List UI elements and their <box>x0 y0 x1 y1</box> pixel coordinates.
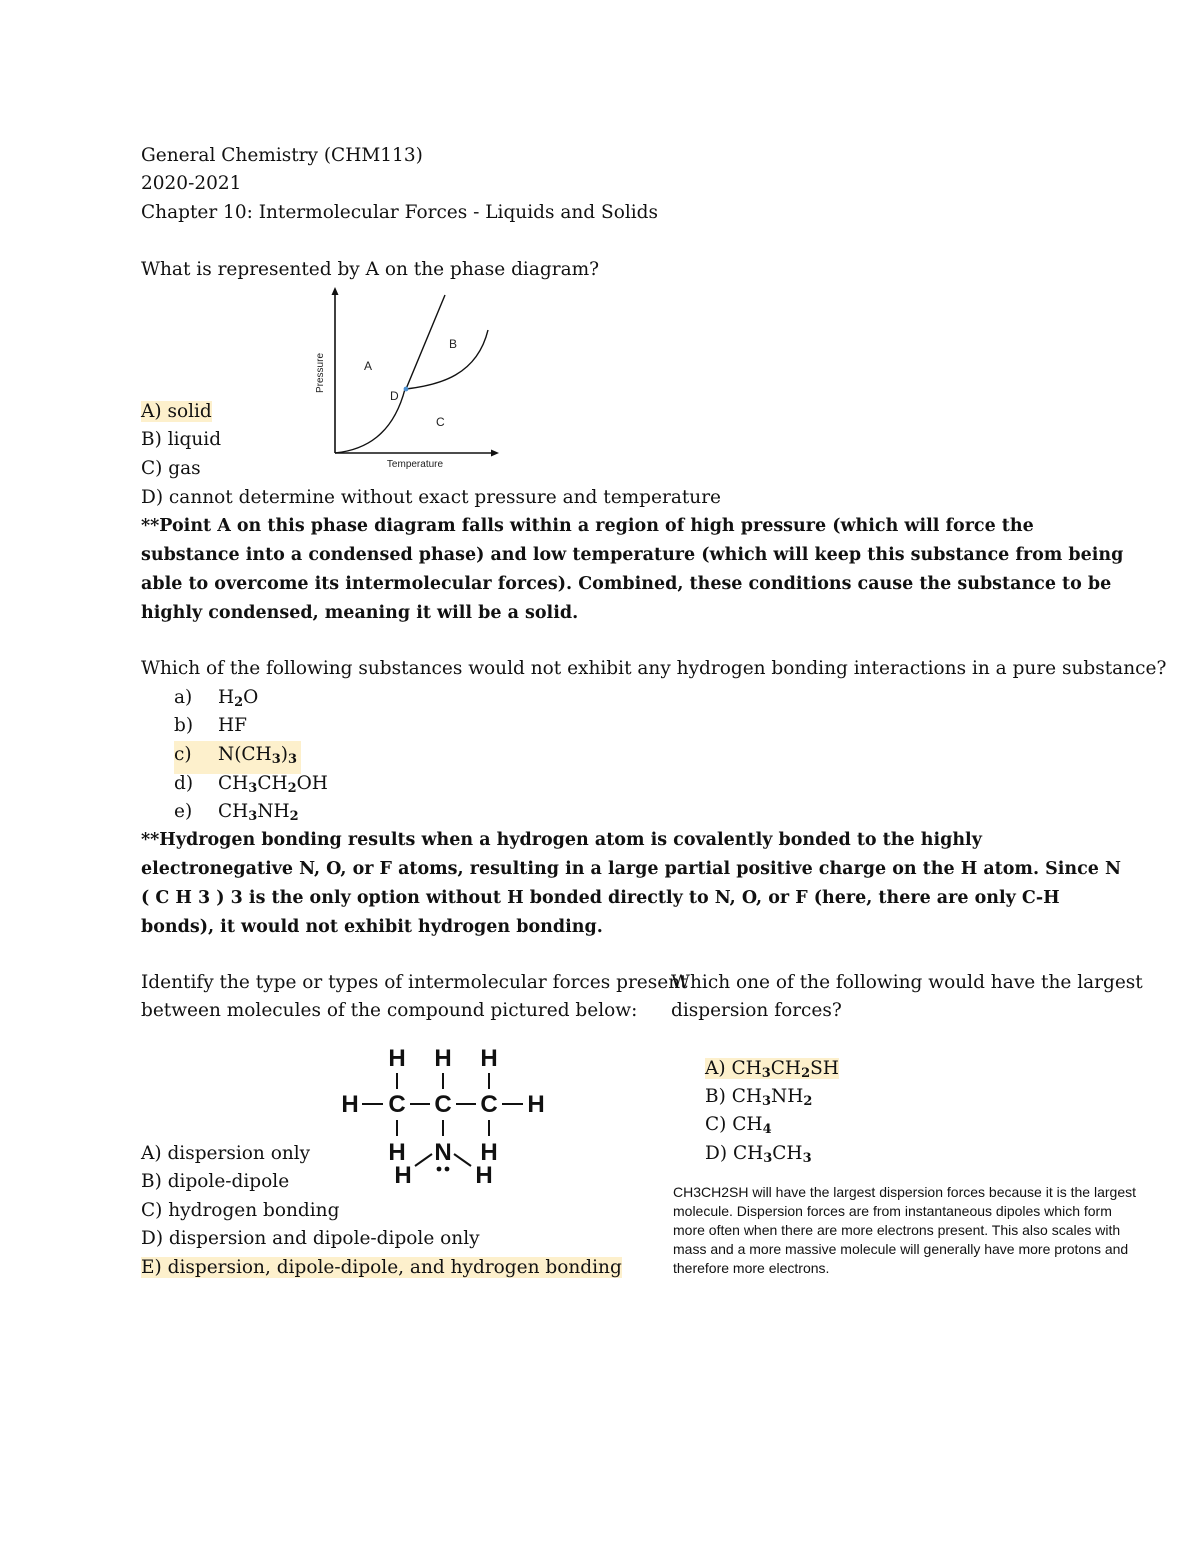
q2-option-b: b) HF <box>174 715 247 736</box>
q4-option-a: A) $CH_3CH_2SH$ <box>705 1058 839 1081</box>
atom-c-3: C <box>480 1091 498 1118</box>
atom-c-1: C <box>388 1091 406 1118</box>
q1-question: What is represented by A on the phase diagram? <box>141 259 600 280</box>
q1-explanation: **Point A on this phase diagram falls within a region of high pressure (which will force the substance into a condensed phase) and low temperature (which will keep this substance from being able to overcome its intermolecular forces). Combined, these conditions cause the substance to be highly condensed, meaning it will be a solid. <box>141 516 1124 623</box>
lone-pair-dot <box>437 1167 442 1172</box>
q2-option-e: e) $CH_3NH_2$ <box>174 801 299 824</box>
q4-option-d: D) $CH_3CH_3$ <box>705 1143 812 1166</box>
melting-curve <box>406 295 445 389</box>
q3-option-e: E) dispersion, dipole-dipole, and hydrogen bonding <box>141 1257 622 1278</box>
academic-year: 2020-2021 <box>141 173 242 194</box>
q3-option-b: B) dipole-dipole <box>141 1171 290 1192</box>
q3-option-d: D) dispersion and dipole-dipole only <box>141 1228 480 1249</box>
q4-note: CH3CH2SH will have the largest dispersion forces because it is the largest molecule. Dispersion forces are from instantaneous dipoles which form more often when there are more electrons present. This also scales with mass and a more massive molecule will generally have more protons and therefore more electrons. <box>673 1184 1136 1276</box>
atom-h-n-left: H <box>394 1162 412 1189</box>
q4-question-line1: Which one of the following would have the largest <box>671 972 1143 993</box>
atom-h-left: H <box>341 1091 359 1118</box>
q2-question: Which of the following substances would not exhibit any hydrogen bonding interactions in a pure substance? <box>141 658 1167 679</box>
atom-h-n-right: H <box>475 1162 493 1189</box>
q4-question-line2: dispersion forces? <box>671 1000 842 1021</box>
atom-c-2: C <box>434 1091 452 1118</box>
x-axis-label: Temperature <box>386 459 444 470</box>
q4-option-b: B) $CH_3NH_2$ <box>705 1086 813 1109</box>
region-label-c: C <box>436 415 445 429</box>
atom-h-top-3: H <box>480 1045 498 1072</box>
course-title: General Chemistry (CHM113) <box>141 145 423 166</box>
q3-option-a: A) dispersion only <box>141 1143 311 1164</box>
q2-option-a: a) $H_2O$ <box>174 687 259 710</box>
region-label-a: A <box>364 359 373 373</box>
atom-n: N <box>434 1139 452 1166</box>
atom-h-right: H <box>527 1091 545 1118</box>
q3-question-line2: between molecules of the compound pictured below: <box>141 1000 638 1021</box>
q3-question-line1: Identify the type or types of intermolecular forces present <box>141 972 688 993</box>
region-label-d: D <box>390 389 399 403</box>
atom-h-top-2: H <box>434 1045 452 1072</box>
q2-option-c: c) $N(CH_3)_3$ <box>174 741 301 774</box>
q1-option-a: A) solid <box>141 401 212 422</box>
phase-diagram <box>305 285 515 475</box>
q3-option-c: C) hydrogen bonding <box>141 1200 340 1221</box>
chapter-title: Chapter 10: Intermolecular Forces - Liquids and Solids <box>141 202 659 223</box>
atom-h-bottom-3: H <box>480 1139 498 1166</box>
atom-h-bottom-1: H <box>388 1139 406 1166</box>
molecule-structure <box>335 1040 555 1190</box>
q1-option-c: C) gas <box>141 458 201 479</box>
q2-explanation: **Hydrogen bonding results when a hydrogen atom is covalently bonded to the highly electronegative N, O, or F atoms, resulting in a large partial positive charge on the H atom. Since N ( C H 3 ) 3 is the only option without H bonded directly to N, O, or F (here, there are only C-H bonds), it would not exhibit hydrogen bonding. <box>141 830 1122 937</box>
region-label-b: B <box>449 337 458 351</box>
q4-option-c: C) $CH_4$ <box>705 1114 772 1137</box>
y-axis-label: Pressure <box>315 352 326 394</box>
atom-h-top-1: H <box>388 1045 406 1072</box>
lone-pair-dot <box>445 1167 450 1172</box>
triple-point <box>404 387 409 392</box>
q2-option-d: d) $CH_3CH_2OH$ <box>174 773 328 796</box>
q1-option-b: B) liquid <box>141 429 222 450</box>
q1-option-d: D) cannot determine without exact pressure and temperature <box>141 487 721 508</box>
